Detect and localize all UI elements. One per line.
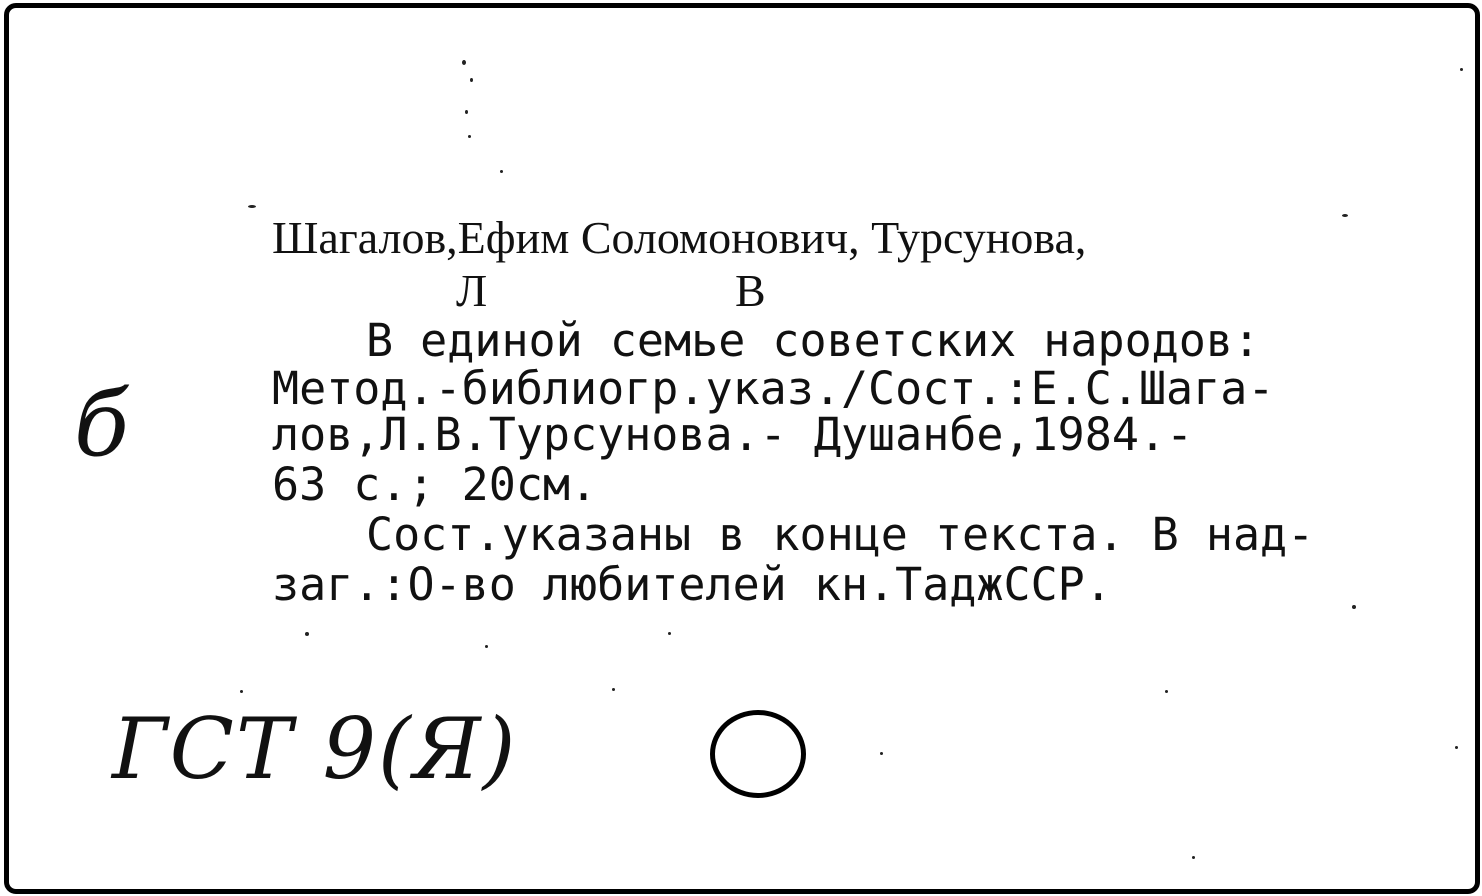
handwritten-margin-mark: б: [74, 372, 129, 477]
scan-speck: [1460, 68, 1463, 71]
punch-hole: [710, 710, 806, 798]
author-heading: Шагалов,Ефим Соломонович, Турсунова,: [272, 212, 1087, 263]
scan-speck: [1455, 746, 1458, 749]
scan-speck: [248, 205, 256, 208]
scan-speck: [468, 135, 471, 138]
scan-speck: [1165, 690, 1168, 693]
scan-speck: [305, 632, 309, 636]
description-line-1: Метод.-библиогр.указ./Сост.:Е.С.Шага-: [272, 362, 1275, 415]
scan-speck: [462, 60, 466, 65]
author-initial-l: Л: [456, 265, 488, 316]
note-line-2: заг.:О-во любителей кн.ТаджССР.: [272, 558, 1112, 611]
scan-speck: [470, 78, 473, 82]
scan-speck: [1352, 605, 1356, 609]
handwritten-shelfmark: ГСТ 9(Я): [112, 700, 518, 798]
description-line-2: лов,Л.В.Турсунова.- Душанбе,1984.-: [272, 408, 1194, 461]
scan-speck: [500, 170, 503, 173]
author-initial-v: В: [735, 265, 766, 316]
note-line-1: Сост.указаны в конце текста. В над-: [366, 508, 1315, 561]
scan-speck: [880, 752, 883, 755]
scan-speck: [1342, 214, 1348, 217]
scan-speck: [1192, 856, 1195, 859]
scan-speck: [465, 110, 468, 114]
collation-line: 63 с.; 20см.: [272, 458, 598, 511]
title-line: В единой семье советских народов:: [366, 314, 1261, 367]
scan-speck: [240, 690, 243, 693]
scan-speck: [668, 632, 671, 635]
scan-speck: [485, 645, 488, 648]
scan-speck: [612, 688, 615, 691]
